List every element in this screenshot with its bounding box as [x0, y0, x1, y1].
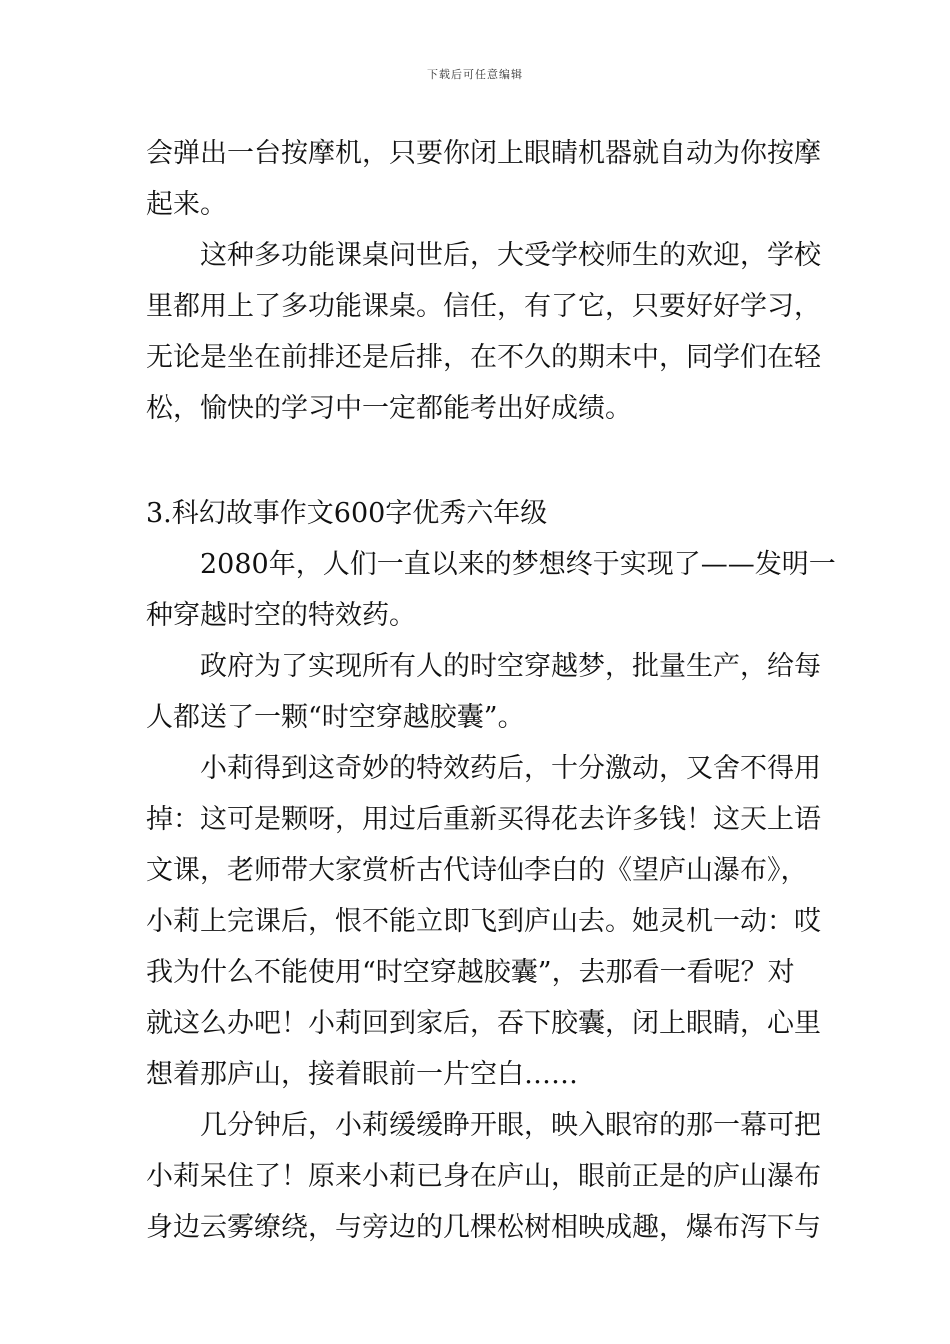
section-heading: 3.科幻故事作文600字优秀六年级 [146, 498, 548, 529]
paragraph-start-line: 2080年，人们一直以来的梦想终于实现了——发明一 [200, 549, 836, 580]
page-header-note: 下载后可任意编辑 [427, 68, 523, 81]
text-line: 里都用上了多功能课桌。信任，有了它，只要好好学习， [146, 291, 821, 322]
text-line: 身边云雾缭绕，与旁边的几棵松树相映成趣，爆布泻下与 [146, 1212, 821, 1243]
text-line: 人都送了一颗“时空穿越胶囊”。 [146, 702, 525, 733]
text-line: 掉：这可是颗呀，用过后重新买得花去许多钱！这天上语 [146, 804, 821, 835]
paragraph-start-line: 几分钟后，小莉缓缓睁开眼，映入眼帘的那一幕可把 [200, 1110, 821, 1141]
text-line: 小莉上完课后，恨不能立即飞到庐山去。她灵机一动：哎 [146, 906, 821, 937]
text-line: 松，愉快的学习中一定都能考出好成绩。 [146, 393, 632, 424]
text-line: 我为什么不能使用“时空穿越胶囊”，去那看一看呢？对 [146, 957, 795, 988]
paragraph-start-line: 小莉得到这奇妙的特效药后，十分激动，又舍不得用 [200, 753, 821, 784]
text-line: 文课，老师带大家赏析古代诗仙李白的《望庐山瀑布》， [146, 855, 808, 886]
text-line: 无论是坐在前排还是后排，在不久的期末中，同学们在轻 [146, 342, 821, 373]
text-line: 想着那庐山，接着眼前一片空白…… [146, 1059, 578, 1090]
document-body [146, 128, 836, 1253]
text-line: 种穿越时空的特效药。 [146, 600, 416, 631]
section-gap [146, 434, 810, 488]
text-line: 小莉呆住了！原来小莉已身在庐山，眼前正是的庐山瀑布 [146, 1161, 821, 1192]
text-line: 会弹出一台按摩机，只要你闭上眼睛机器就自动为你按摩 [146, 138, 821, 169]
text-line: 起来。 [146, 189, 227, 220]
text-line: 就这么办吧！小莉回到家后，吞下胶囊，闭上眼睛，心里 [146, 1008, 821, 1039]
paragraph-start-line: 这种多功能课桌问世后，大受学校师生的欢迎，学校 [200, 240, 821, 271]
paragraph-start-line: 政府为了实现所有人的时空穿越梦，批量生产，给每 [200, 651, 821, 682]
